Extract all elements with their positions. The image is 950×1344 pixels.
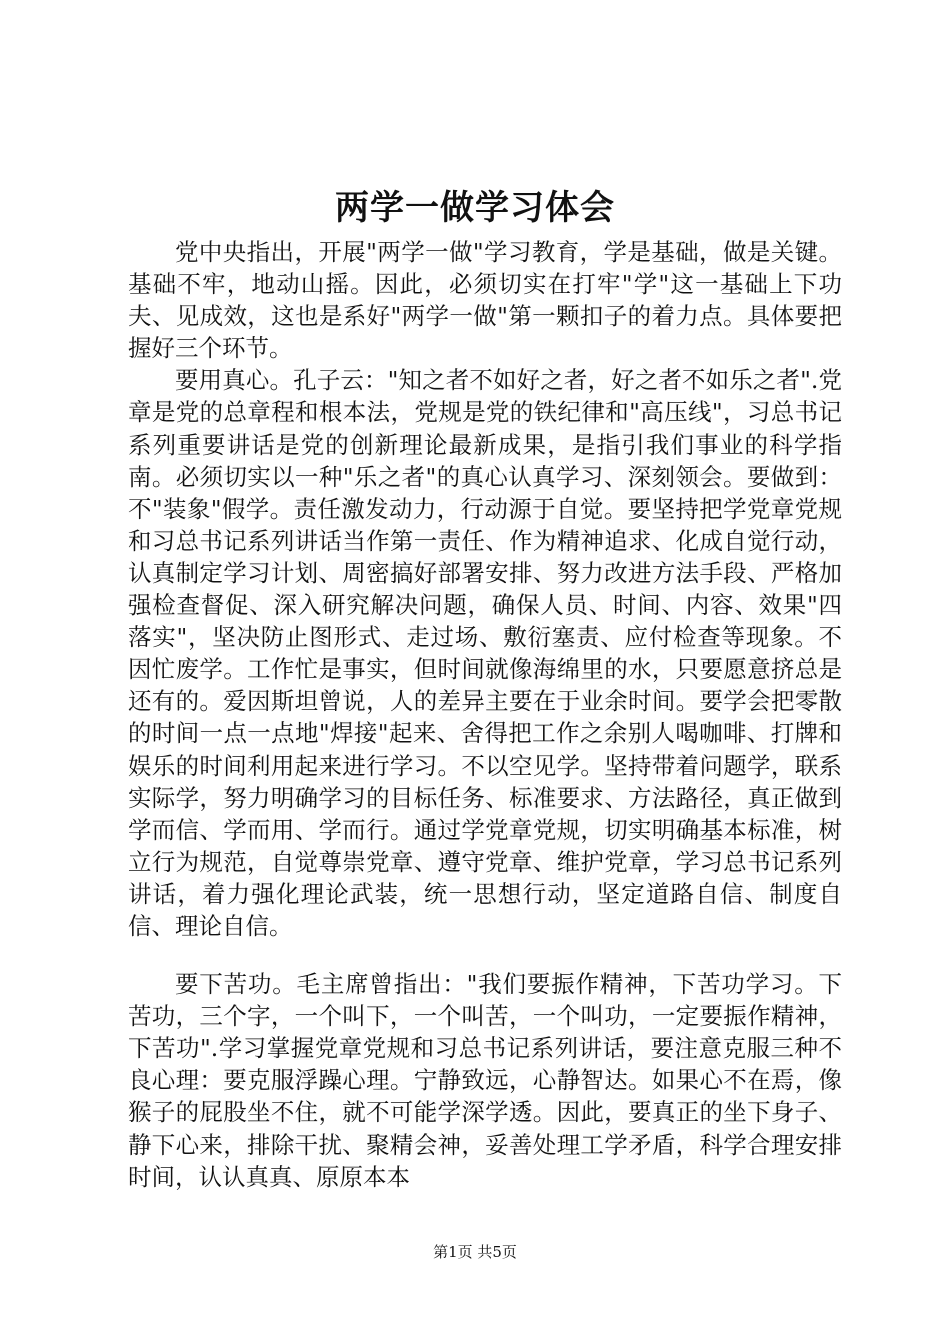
page-footer (0, 1242, 950, 1262)
page-number: 第1页 共5页 (433, 1243, 517, 1261)
document-title: 两学一做学习体会 (335, 188, 615, 228)
paragraph-sincerity: 要用真心。孔子云："知之者不如好之者，好之者不如乐之者".党章是党的总章程和根本法，党规是党的铁纪律和"高压线"，习总书记系列重要讲话是党的创新理论最新成果，是指引我们事业的科学指南。必须切实以一种"乐之者"的真心认真学习、深刻领会。要做到：不"装象"假学。责任激发动力，行动源于自觉。要坚持把学党章党规和习总书记系列讲话当作第一责任、作为精神追求、化成自觉行动，认真制定学习计划、周密搞好部署安排、努力改进方法手段、严格加强检查督促、深入研究解决问题，确保人员、时间、内容、效果"四落实"，坚决防止图形式、走过场、敷衍塞责、应付检查等现象。不因忙废学。工作忙是事实，但时间就像海绵里的水，只要愿意挤总是还有的。爱因斯坦曾说，人的差异主要在于业余时间。要学会把零散的时间一点一点地"焊接"起来、舍得把工作之余别人喝咖啡、打牌和娱乐的时间利用起来进行学习。不以空见学。坚持带着问题学，联系实际学，努力明确学习的目标任务、标准要求、方法路径，真正做到学而信、学而用、学而行。通过学党章党规，切实明确基本标准，树立行为规范，自觉尊崇党章、遵守党章、维护党章，学习总书记系列讲话，着力强化理论武装，统一思想行动，坚定道路自信、制度自信、理论自信。 (128, 366, 842, 940)
paragraph-hard-work: 要下苦功。毛主席曾指出："我们要振作精神，下苦功学习。下苦功，三个字，一个叫下，一个叫苦，一个叫功，一定要振作精神，下苦功".学习掌握党章党规和习总书记系列讲话，要注意克服三种不良心理：要克服浮躁心理。宁静致远，心静智达。如果心不在焉，像猴子的屁股坐不住，就不可能学深学透。因此，要真正的坐下身子、静下心来，排除干扰、聚精会神，妥善处理工学矛盾，科学合理安排时间，认认真真、原原本本 (128, 970, 842, 1191)
document-body (128, 236, 842, 1193)
paragraph-intro: 党中央指出，开展"两学一做"学习教育，学是基础，做是关键。基础不牢，地动山摇。因此，必须切实在打牢"学"这一基础上下功夫、见成效，这也是系好"两学一做"第一颗扣子的着力点。具体要把握好三个环节。 (128, 238, 842, 363)
